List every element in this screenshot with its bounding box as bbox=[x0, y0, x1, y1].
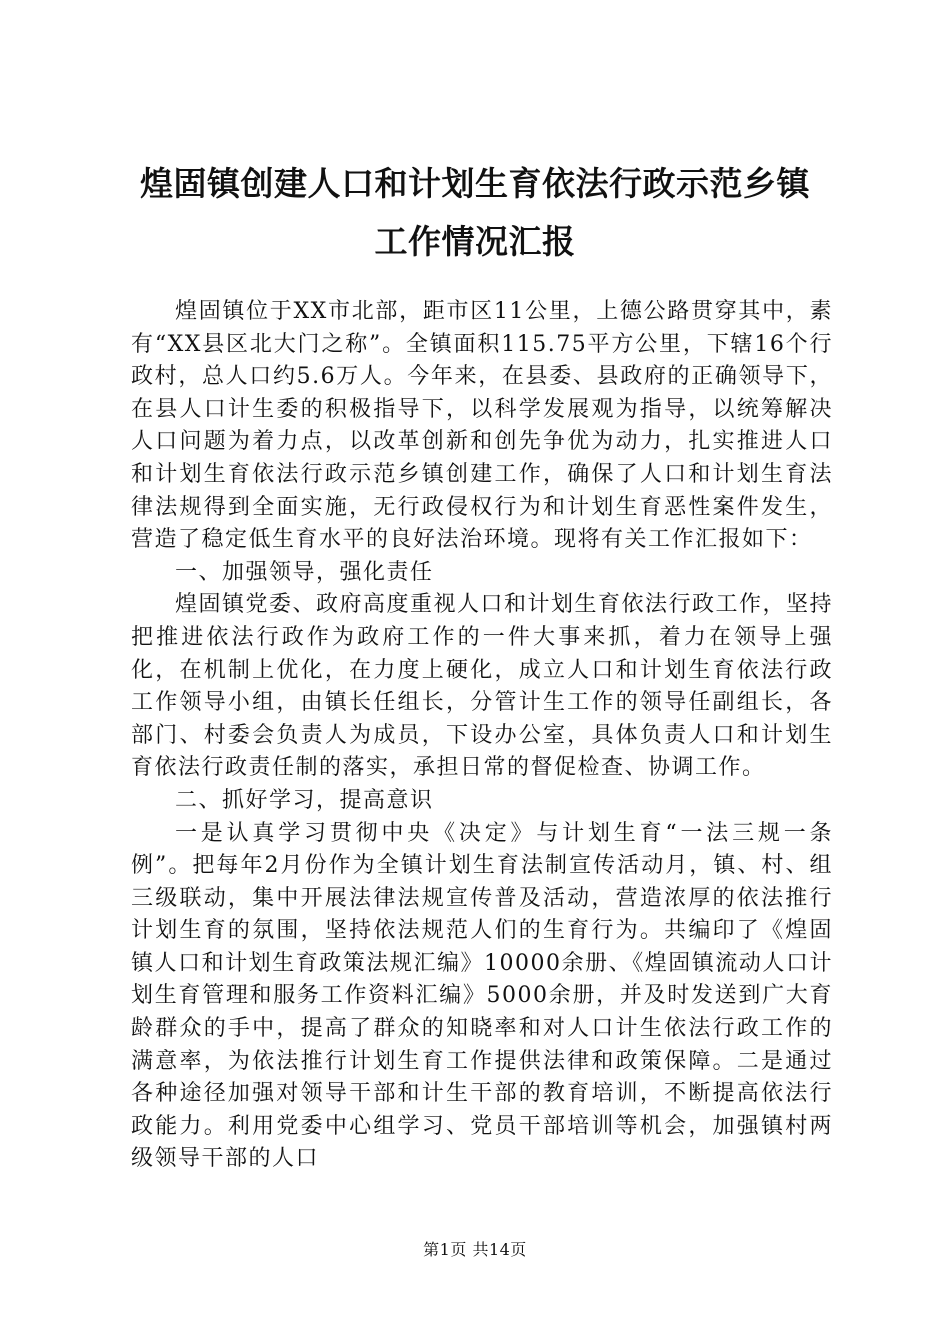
section-heading: 二、抓好学习，提高意识 bbox=[175, 787, 434, 813]
document-body bbox=[131, 296, 833, 1176]
body-paragraph: 煌固镇位于XX市北部，距市区11公里，上德公路贯穿其中，素有“XX县区北大门之称”。全镇面积115.75平方公里，下辖16个行政村，总人口约5.6万人。今年来，在县委、县政府的正确领导下，在县人口计生委的积极指导下，以科学发展观为指导，以统筹解决人口问题为着力点，以改革创新和创先争优为动力，扎实推进人口和计划生育依法行政示范乡镇创建工作，确保了人口和计划生育法律法规得到全面实施，无行政侵权行为和计划生育恶性案件发生，营造了稳定低生育水平的良好法治环境。现将有关工作汇报如下： bbox=[131, 299, 833, 553]
document-title-line-1: 煌固镇创建人口和计划生育依法行政示范乡镇 bbox=[140, 164, 810, 203]
body-paragraph: 一是认真学习贯彻中央《决定》与计划生育“一法三规一条例”。把每年2月份作为全镇计划生育法制宣传活动月，镇、村、组三级联动，集中开展法律法规宣传普及活动，营造浓厚的依法推行计划生育的氛围，坚持依法规范人们的生育行为。共编印了《煌固镇人口和计划生育政策法规汇编》10000余册、《煌固镇流动人口计划生育管理和服务工作资料汇编》5000余册，并及时发送到广大育龄群众的手中，提高了群众的知晓率和对人口计生依法行政工作的满意率，为依法推行计划生育工作提供法律和政策保障。二是通过各种途径加强对领导干部和计生干部的教育培训，不断提高依法行政能力。利用党委中心组学习、党员干部培训等机会，加强镇村两级领导干部的人口 bbox=[131, 820, 833, 1172]
document-title-line-2: 工作情况汇报 bbox=[374, 222, 576, 261]
section-heading: 一、加强领导，强化责任 bbox=[175, 559, 434, 585]
body-paragraph: 煌固镇党委、政府高度重视人口和计划生育依法行政工作，坚持把推进依法行政作为政府工作的一件大事来抓，着力在领导上强化，在机制上优化，在力度上硬化，成立人口和计划生育依法行政工作领导小组，由镇长任组长，分管计生工作的领导任副组长，各部门、村委会负责人为成员，下设办公室，具体负责人口和计划生育依法行政责任制的落实，承担日常的督促检查、协调工作。 bbox=[131, 592, 834, 781]
page-footer: 第1页 共14页 bbox=[423, 1240, 527, 1259]
